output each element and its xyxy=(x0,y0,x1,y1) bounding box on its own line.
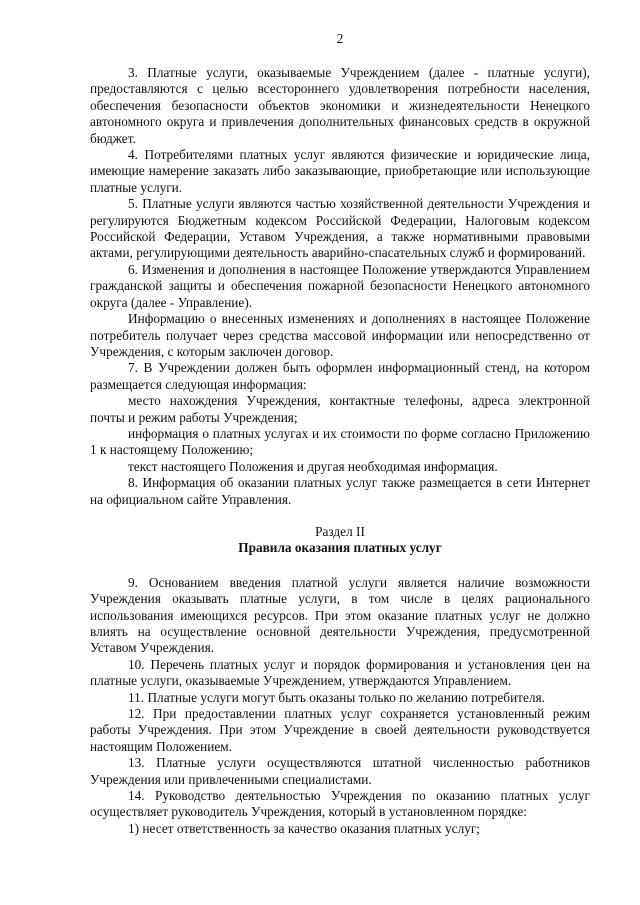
paragraph-10: 10. Перечень платных услуг и порядок формирования и установления цен на платные услуги, оказываемые Учреждением, утверждаются Управлением. xyxy=(90,656,590,689)
paragraph-9: 9. Основанием введения платной услуги является наличие возможности Учреждения оказывать платные услуги, в том числе в целях рационального использования имеющихся ресурсов. При этом оказание платных услуг не должно влиять на осуществление основной деятельности Учреждения, предусмотренной Уставом Учреждения. xyxy=(90,574,590,656)
paragraph-6: 6. Изменения и дополнения в настоящее Положение утверждаются Управлением гражданской защиты и обеспечения пожарной безопасности Ненецкого автономного округа (далее - Управление). xyxy=(90,261,590,310)
paragraph-4: 4. Потребителями платных услуг являются физические и юридические лица, имеющие намерение заказать либо заказывающие, приобретающие или использующие платные услуги. xyxy=(90,147,590,195)
paragraph-11: 11. Платные услуги могут быть оказаны только по желанию потребителя. xyxy=(128,689,545,705)
document-page xyxy=(90,30,590,837)
paragraph-7-text: текст настоящего Положения и другая необходимая информация. xyxy=(128,458,498,474)
paragraph-14-item-1: 1) несет ответственность за качество оказания платных услуг; xyxy=(128,820,480,836)
paragraph-7-services: информация о платных услугах и их стоимости по форме согласно Приложению 1 к настоящему Положению; xyxy=(90,425,590,458)
paragraph-12: 12. При предоставлении платных услуг сохраняется установленный режим работы Учреждения. При этом Учреждение в своей деятельности руководствуется настоящим Положением. xyxy=(90,706,590,754)
paragraph-7-location: место нахождения Учреждения, контактные телефоны, адреса электронной почты и режим работы Учреждения; xyxy=(90,393,590,425)
page-number: 2 xyxy=(336,31,344,46)
section-label: Раздел II xyxy=(315,523,365,539)
paragraph-8: 8. Информация об оказании платных услуг также размещается в сети Интернет на официальном сайте Управления. xyxy=(90,475,590,507)
section-title: Правила оказания платных услуг xyxy=(238,540,442,556)
paragraph-13: 13. Платные услуги осуществляются штатной численностью работников Учреждения или привлеченными специалистами. xyxy=(90,755,590,787)
paragraph-7: 7. В Учреждении должен быть оформлен информационный стенд, на котором размещается следующая информация: xyxy=(90,360,590,392)
paragraph-3: 3. Платные услуги, оказываемые Учреждением (далее - платные услуги), предоставляются с целью всестороннего удовлетворения потребности населения, обеспечения безопасности объектов экономики и жизнедеятельности Ненецкого автономного округа и привлечения дополнительных финансовых средств в окружной бюджет. xyxy=(90,65,590,146)
paragraph-6-info: Информацию о внесенных изменениях и дополнениях в настоящее Положение потребитель получает через средства массовой информации или непосредственно от Учреждения, с которым заключен договор. xyxy=(90,311,590,359)
paragraph-5: 5. Платные услуги являются частью хозяйственной деятельности Учреждения и регулируются Бюджетным кодексом Российской Федерации, Налоговым кодексом Российской Федерации, Уставом Учреждения, а также нормативными правовыми актами, регулирующими деятельность аварийно-спасательных служб и формирований. xyxy=(90,196,590,261)
paragraph-14: 14. Руководство деятельностью Учреждения по оказанию платных услуг осуществляет руководитель Учреждения, который в установленном порядке: xyxy=(90,788,590,820)
